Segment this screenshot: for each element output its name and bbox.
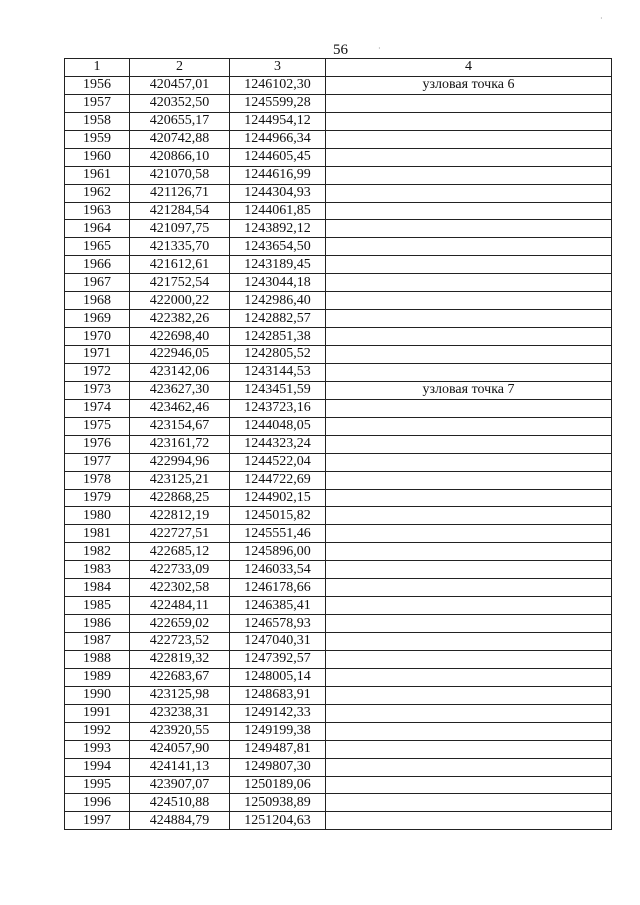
y-coordinate-cell: 1247040,31 xyxy=(230,633,326,651)
x-coordinate-cell: 422659,02 xyxy=(130,615,230,633)
column-header-2: 2 xyxy=(130,59,230,77)
table-row xyxy=(65,561,612,579)
x-coordinate-cell: 424884,79 xyxy=(130,812,230,830)
point-number-cell: 1972 xyxy=(65,363,130,381)
point-number-cell: 1964 xyxy=(65,220,130,238)
y-coordinate-cell: 1249487,81 xyxy=(230,740,326,758)
y-coordinate-cell: 1250189,06 xyxy=(230,776,326,794)
x-coordinate-cell: 422302,58 xyxy=(130,579,230,597)
point-number-cell: 1960 xyxy=(65,148,130,166)
table-row xyxy=(65,76,612,94)
x-coordinate-cell: 420352,50 xyxy=(130,94,230,112)
x-coordinate-cell: 421070,58 xyxy=(130,166,230,184)
point-number-cell: 1977 xyxy=(65,453,130,471)
table-header-row xyxy=(65,59,612,77)
y-coordinate-cell: 1242986,40 xyxy=(230,292,326,310)
table-row xyxy=(65,220,612,238)
note-cell xyxy=(326,668,612,686)
table-row xyxy=(65,507,612,525)
note-cell xyxy=(326,292,612,310)
x-coordinate-cell: 423142,06 xyxy=(130,363,230,381)
x-coordinate-cell: 423462,46 xyxy=(130,399,230,417)
table-row xyxy=(65,686,612,704)
point-number-cell: 1984 xyxy=(65,579,130,597)
note-cell xyxy=(326,543,612,561)
note-cell xyxy=(326,346,612,364)
point-number-cell: 1969 xyxy=(65,310,130,328)
note-cell xyxy=(326,238,612,256)
x-coordinate-cell: 423238,31 xyxy=(130,704,230,722)
point-number-cell: 1956 xyxy=(65,76,130,94)
note-cell xyxy=(326,130,612,148)
x-coordinate-cell: 422683,67 xyxy=(130,668,230,686)
table-row xyxy=(65,184,612,202)
table-row xyxy=(65,525,612,543)
x-coordinate-cell: 421284,54 xyxy=(130,202,230,220)
y-coordinate-cell: 1243144,53 xyxy=(230,363,326,381)
point-number-cell: 1974 xyxy=(65,399,130,417)
point-number-cell: 1976 xyxy=(65,435,130,453)
point-number-cell: 1962 xyxy=(65,184,130,202)
point-number-cell: 1973 xyxy=(65,381,130,399)
note-cell xyxy=(326,794,612,812)
x-coordinate-cell: 422868,25 xyxy=(130,489,230,507)
point-number-cell: 1987 xyxy=(65,633,130,651)
x-coordinate-cell: 424057,90 xyxy=(130,740,230,758)
point-number-cell: 1975 xyxy=(65,417,130,435)
table-row xyxy=(65,166,612,184)
point-number-cell: 1980 xyxy=(65,507,130,525)
x-coordinate-cell: 423907,07 xyxy=(130,776,230,794)
table-row xyxy=(65,579,612,597)
note-cell xyxy=(326,417,612,435)
y-coordinate-cell: 1244902,15 xyxy=(230,489,326,507)
x-coordinate-cell: 421752,54 xyxy=(130,274,230,292)
table-row xyxy=(65,471,612,489)
x-coordinate-cell: 422484,11 xyxy=(130,597,230,615)
note-cell xyxy=(326,615,612,633)
note-cell xyxy=(326,453,612,471)
note-cell xyxy=(326,489,612,507)
y-coordinate-cell: 1249199,38 xyxy=(230,722,326,740)
y-coordinate-cell: 1248005,14 xyxy=(230,668,326,686)
x-coordinate-cell: 422994,96 xyxy=(130,453,230,471)
table-row xyxy=(65,543,612,561)
y-coordinate-cell: 1244966,34 xyxy=(230,130,326,148)
note-cell xyxy=(326,507,612,525)
table-row xyxy=(65,310,612,328)
note-cell xyxy=(326,597,612,615)
point-number-cell: 1971 xyxy=(65,346,130,364)
y-coordinate-cell: 1247392,57 xyxy=(230,650,326,668)
x-coordinate-cell: 422946,05 xyxy=(130,346,230,364)
x-coordinate-cell: 423920,55 xyxy=(130,722,230,740)
point-number-cell: 1993 xyxy=(65,740,130,758)
point-number-cell: 1959 xyxy=(65,130,130,148)
table-row xyxy=(65,794,612,812)
table-row xyxy=(65,148,612,166)
point-number-cell: 1996 xyxy=(65,794,130,812)
point-number-cell: 1967 xyxy=(65,274,130,292)
table-row xyxy=(65,130,612,148)
point-number-cell: 1961 xyxy=(65,166,130,184)
note-cell xyxy=(326,435,612,453)
table-row xyxy=(65,453,612,471)
y-coordinate-cell: 1243189,45 xyxy=(230,256,326,274)
y-coordinate-cell: 1243044,18 xyxy=(230,274,326,292)
point-number-cell: 1982 xyxy=(65,543,130,561)
y-coordinate-cell: 1246033,54 xyxy=(230,561,326,579)
table-row xyxy=(65,435,612,453)
point-number-cell: 1997 xyxy=(65,812,130,830)
table-row xyxy=(65,346,612,364)
note-cell xyxy=(326,184,612,202)
y-coordinate-cell: 1242851,38 xyxy=(230,328,326,346)
table-row xyxy=(65,381,612,399)
x-coordinate-cell: 421097,75 xyxy=(130,220,230,238)
column-header-3: 3 xyxy=(230,59,326,77)
table-row xyxy=(65,722,612,740)
column-header-1: 1 xyxy=(65,59,130,77)
y-coordinate-cell: 1244605,45 xyxy=(230,148,326,166)
note-cell xyxy=(326,112,612,130)
y-coordinate-cell: 1249142,33 xyxy=(230,704,326,722)
table-row xyxy=(65,274,612,292)
point-number-cell: 1978 xyxy=(65,471,130,489)
note-cell: узловая точка 7 xyxy=(326,381,612,399)
point-number-cell: 1979 xyxy=(65,489,130,507)
note-cell xyxy=(326,758,612,776)
note-cell xyxy=(326,220,612,238)
table-row xyxy=(65,328,612,346)
point-number-cell: 1970 xyxy=(65,328,130,346)
y-coordinate-cell: 1244048,05 xyxy=(230,417,326,435)
y-coordinate-cell: 1243654,50 xyxy=(230,238,326,256)
x-coordinate-cell: 422382,26 xyxy=(130,310,230,328)
y-coordinate-cell: 1245896,00 xyxy=(230,543,326,561)
y-coordinate-cell: 1245015,82 xyxy=(230,507,326,525)
point-number-cell: 1995 xyxy=(65,776,130,794)
table-body xyxy=(65,76,612,829)
note-cell xyxy=(326,310,612,328)
point-number-cell: 1966 xyxy=(65,256,130,274)
x-coordinate-cell: 423125,21 xyxy=(130,471,230,489)
point-number-cell: 1992 xyxy=(65,722,130,740)
scan-mark: · xyxy=(600,14,603,23)
y-coordinate-cell: 1250938,89 xyxy=(230,794,326,812)
point-number-cell: 1985 xyxy=(65,597,130,615)
x-coordinate-cell: 422727,51 xyxy=(130,525,230,543)
y-coordinate-cell: 1243451,59 xyxy=(230,381,326,399)
x-coordinate-cell: 421335,70 xyxy=(130,238,230,256)
y-coordinate-cell: 1244954,12 xyxy=(230,112,326,130)
x-coordinate-cell: 423627,30 xyxy=(130,381,230,399)
x-coordinate-cell: 423161,72 xyxy=(130,435,230,453)
x-coordinate-cell: 420655,17 xyxy=(130,112,230,130)
table-row xyxy=(65,758,612,776)
x-coordinate-cell: 422723,52 xyxy=(130,633,230,651)
note-cell xyxy=(326,328,612,346)
note-cell xyxy=(326,471,612,489)
y-coordinate-cell: 1249807,30 xyxy=(230,758,326,776)
x-coordinate-cell: 422733,09 xyxy=(130,561,230,579)
table-row xyxy=(65,812,612,830)
table-row xyxy=(65,202,612,220)
y-coordinate-cell: 1246385,41 xyxy=(230,597,326,615)
point-number-cell: 1994 xyxy=(65,758,130,776)
y-coordinate-cell: 1245599,28 xyxy=(230,94,326,112)
note-cell xyxy=(326,525,612,543)
y-coordinate-cell: 1242882,57 xyxy=(230,310,326,328)
x-coordinate-cell: 422685,12 xyxy=(130,543,230,561)
y-coordinate-cell: 1244323,24 xyxy=(230,435,326,453)
point-number-cell: 1963 xyxy=(65,202,130,220)
x-coordinate-cell: 421126,71 xyxy=(130,184,230,202)
x-coordinate-cell: 421612,61 xyxy=(130,256,230,274)
y-coordinate-cell: 1251204,63 xyxy=(230,812,326,830)
x-coordinate-cell: 423154,67 xyxy=(130,417,230,435)
table-row xyxy=(65,363,612,381)
y-coordinate-cell: 1244522,04 xyxy=(230,453,326,471)
table-row xyxy=(65,668,612,686)
x-coordinate-cell: 420457,01 xyxy=(130,76,230,94)
column-header-4: 4 xyxy=(326,59,612,77)
y-coordinate-cell: 1242805,52 xyxy=(230,346,326,364)
point-number-cell: 1989 xyxy=(65,668,130,686)
note-cell xyxy=(326,812,612,830)
x-coordinate-cell: 420742,88 xyxy=(130,130,230,148)
table-row xyxy=(65,597,612,615)
point-number-cell: 1983 xyxy=(65,561,130,579)
y-coordinate-cell: 1244616,99 xyxy=(230,166,326,184)
point-number-cell: 1957 xyxy=(65,94,130,112)
scan-mark: · xyxy=(378,44,381,53)
y-coordinate-cell: 1248683,91 xyxy=(230,686,326,704)
point-number-cell: 1981 xyxy=(65,525,130,543)
x-coordinate-cell: 422698,40 xyxy=(130,328,230,346)
x-coordinate-cell: 422819,32 xyxy=(130,650,230,668)
note-cell xyxy=(326,274,612,292)
x-coordinate-cell: 420866,10 xyxy=(130,148,230,166)
note-cell xyxy=(326,704,612,722)
point-number-cell: 1990 xyxy=(65,686,130,704)
y-coordinate-cell: 1243723,16 xyxy=(230,399,326,417)
note-cell xyxy=(326,740,612,758)
point-number-cell: 1991 xyxy=(65,704,130,722)
table-row xyxy=(65,112,612,130)
note-cell xyxy=(326,399,612,417)
y-coordinate-cell: 1246102,30 xyxy=(230,76,326,94)
note-cell xyxy=(326,650,612,668)
note-cell xyxy=(326,166,612,184)
x-coordinate-cell: 424510,88 xyxy=(130,794,230,812)
x-coordinate-cell: 423125,98 xyxy=(130,686,230,704)
note-cell xyxy=(326,722,612,740)
page-number: 56 xyxy=(333,42,348,58)
table-row xyxy=(65,740,612,758)
y-coordinate-cell: 1244061,85 xyxy=(230,202,326,220)
table-row xyxy=(65,292,612,310)
note-cell xyxy=(326,202,612,220)
note-cell xyxy=(326,363,612,381)
note-cell xyxy=(326,94,612,112)
note-cell xyxy=(326,633,612,651)
y-coordinate-cell: 1245551,46 xyxy=(230,525,326,543)
table-row xyxy=(65,417,612,435)
table-row xyxy=(65,94,612,112)
x-coordinate-cell: 424141,13 xyxy=(130,758,230,776)
table-row xyxy=(65,633,612,651)
y-coordinate-cell: 1244304,93 xyxy=(230,184,326,202)
coordinates-table xyxy=(64,58,612,830)
point-number-cell: 1958 xyxy=(65,112,130,130)
y-coordinate-cell: 1246578,93 xyxy=(230,615,326,633)
table-row xyxy=(65,489,612,507)
point-number-cell: 1965 xyxy=(65,238,130,256)
note-cell xyxy=(326,148,612,166)
table-row xyxy=(65,776,612,794)
note-cell xyxy=(326,561,612,579)
note-cell xyxy=(326,579,612,597)
table-row xyxy=(65,256,612,274)
table-row xyxy=(65,615,612,633)
y-coordinate-cell: 1246178,66 xyxy=(230,579,326,597)
point-number-cell: 1986 xyxy=(65,615,130,633)
note-cell xyxy=(326,776,612,794)
y-coordinate-cell: 1244722,69 xyxy=(230,471,326,489)
table-row xyxy=(65,650,612,668)
note-cell: узловая точка 6 xyxy=(326,76,612,94)
y-coordinate-cell: 1243892,12 xyxy=(230,220,326,238)
x-coordinate-cell: 422812,19 xyxy=(130,507,230,525)
table-row xyxy=(65,704,612,722)
table-row xyxy=(65,238,612,256)
point-number-cell: 1968 xyxy=(65,292,130,310)
note-cell xyxy=(326,256,612,274)
note-cell xyxy=(326,686,612,704)
x-coordinate-cell: 422000,22 xyxy=(130,292,230,310)
table-row xyxy=(65,399,612,417)
point-number-cell: 1988 xyxy=(65,650,130,668)
